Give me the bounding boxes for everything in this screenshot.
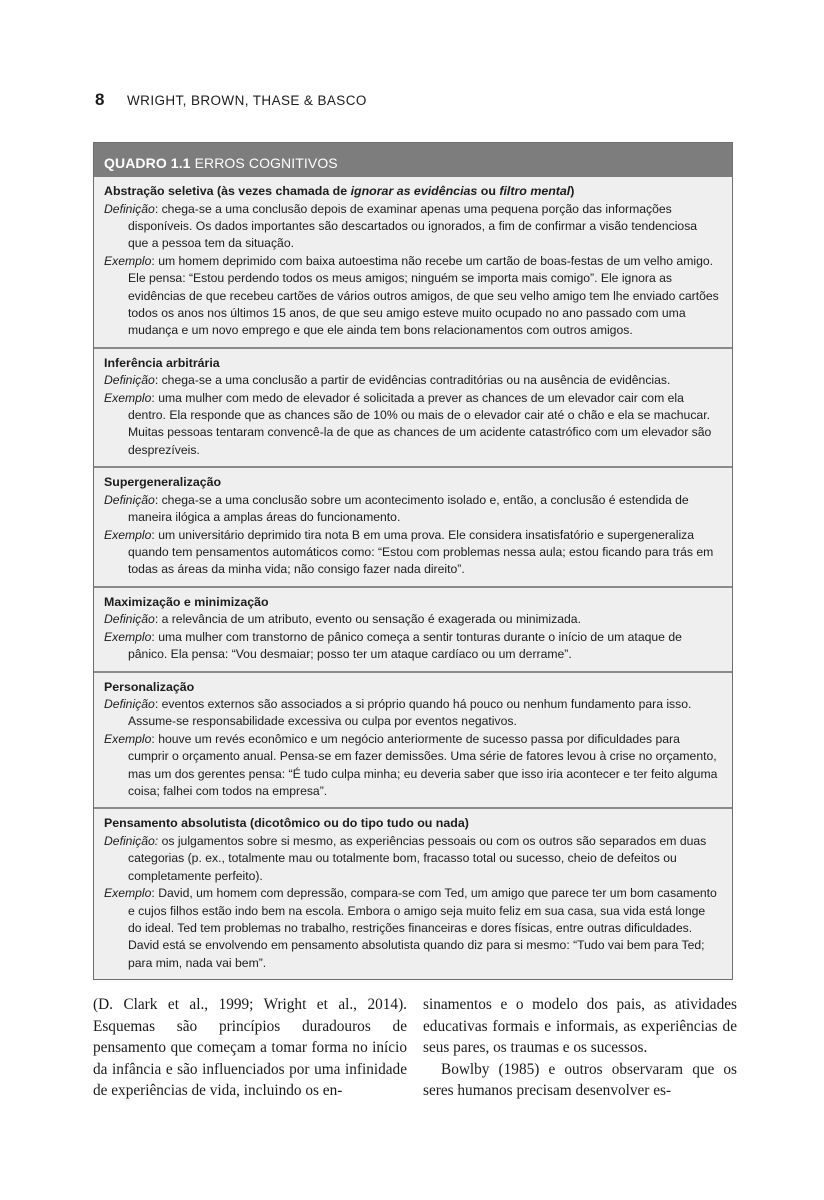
section-maximizacao-minimizacao bbox=[94, 586, 732, 671]
box-title-text: ERROS COGNITIVOS bbox=[194, 155, 338, 171]
example: Exemplo: uma mulher com medo de elevador é solicitada a prever as chances de um elevador cair com ela dentro. Ela responde que as chances são de 10% ou mais de o elevador cair até o chão e ela se machucar. Muitas pessoas tentaram convencê-la de que as chances de um acidente catastrófico com um elevador são desprezíveis. bbox=[104, 390, 712, 457]
section-personalizacao bbox=[94, 671, 732, 808]
definition: Definição: chega-se a uma conclusão a partir de evidências contraditórias ou na ausência de evidências. bbox=[104, 373, 671, 388]
section-inferencia-arbitraria bbox=[94, 347, 732, 467]
body-paragraph: sinamentos e o modelo dos pais, as atividades educativas formais e informais, as experiências de seus pares, os traumas e os sucessos. bbox=[423, 996, 737, 1057]
section-title: Pensamento absolutista (dicotômico ou do tipo tudo ou nada) bbox=[104, 816, 469, 831]
definition: Definição: eventos externos são associados a si próprio quando há pouco ou nenhum fundamento para isso. Assume-se responsabilidade excessiva ou culpa por eventos negativos. bbox=[104, 697, 692, 729]
example: Exemplo: um universitário deprimido tira nota B em uma prova. Ele considera insatisfatório e supergeneraliza quando tem pensamentos automáticos como: “Estou com problemas nessa aula; estou ficando para trás em todas as áreas da minha vida; não consigo fazer nada direito”. bbox=[104, 527, 714, 577]
section-supergeneralizacao bbox=[94, 466, 732, 586]
section-abstracao-seletiva bbox=[94, 177, 732, 347]
section-pensamento-absolutista bbox=[94, 807, 732, 979]
page-number: 8 bbox=[95, 90, 105, 109]
definition: Definição: a relevância de um atributo, evento ou sensação é exagerada ou minimizada. bbox=[104, 612, 581, 627]
section-title: Personalização bbox=[104, 679, 195, 694]
body-paragraph: (D. Clark et al., 1999; Wright et al., 2014). Esquemas são princípios duradouros de pensamento que começam a tomar forma no início da infância e são influenciados por uma infinidade de experiências de vida, incluindo os en- bbox=[93, 996, 407, 1100]
example: Exemplo: uma mulher com transtorno de pânico começa a sentir tonturas durante o início de um ataque de pânico. Ela pensa: “Vou desmaiar; posso ter um ataque cardíaco ou um derrame”. bbox=[104, 629, 682, 662]
example: Exemplo: David, um homem com depressão, compara-se com Ted, um amigo que parece ter um bom casamento e cujos filhos estão indo bem na escola. Embora o amigo seja muito feliz em sua casa, sua vida está longe do ideal. Ted tem problemas no trabalho, restrições financeiras e dores físicas, entre outras dificuldades. David está se envolvendo em pensamento absolutista quando diz para si mesmo: “Tudo vai bem para Ted; para mim, nada vai bem”. bbox=[104, 886, 717, 970]
definition: Definição: chega-se a uma conclusão depois de examinar apenas uma pequena porção das informações disponíveis. Os dados importantes são descartados ou ignorados, a fim de confirmar a visão tendenciosa que a pessoa tem da situação. bbox=[104, 201, 698, 251]
section-title: Maximização e minimização bbox=[104, 594, 269, 609]
running-header bbox=[95, 90, 367, 110]
box-title-label: QUADRO 1.1 bbox=[104, 155, 191, 171]
body-paragraph: Bowlby (1985) e outros observaram que os seres humanos precisam desenvolver es- bbox=[423, 1060, 737, 1100]
section-title: Supergeneralização bbox=[104, 475, 222, 490]
body-column-left bbox=[93, 994, 407, 1102]
definition: Definição: chega-se a uma conclusão sobre um acontecimento isolado e, então, a conclusão é estendida de maneira ilógica a amplas áreas do funcionamento. bbox=[104, 492, 689, 525]
body-column-right bbox=[423, 994, 737, 1102]
definition: Definição: os julgamentos sobre si mesmo, as experiências pessoais ou com os outros são separados em duas categorias (p. ex., totalmente mau ou totalmente bom, fracasso total ou sucesso, cheio de defeitos ou completamente perfeito). bbox=[104, 833, 707, 883]
example: Exemplo: um homem deprimido com baixa autoestima não recebe um cartão de boas-festas de um velho amigo. Ele pensa: “Estou perdendo todos os meus amigos; ninguém se importa mais comigo”. Ele ignora as evidências de que recebeu cartões de vários outros amigos, de que seu velho amigo tem lhe enviado cartões todos os anos nos últimos 15 anos, de que seu amigo esteve muito ocupado no ano passado com uma mudança e um novo emprego e que ele ainda tem bons relacionamentos com outros amigos. bbox=[104, 253, 719, 338]
running-head-authors: WRIGHT, BROWN, THASE & BASCO bbox=[127, 93, 367, 108]
example: Exemplo: houve um revés econômico e um negócio anteriormente de sucesso passa por dificuldades para cumprir o orçamento anual. Pensa-se em fazer demissões. Uma série de fatores levou à crise no orçamento, mas um dos gerentes pensa: “É tudo culpa minha; eu deveria saber que isso iria acontecer e ter feito alguma coisa; falhei com todos na empresa”. bbox=[104, 731, 718, 799]
section-title: Inferência arbitrária bbox=[104, 355, 220, 370]
quadro-box bbox=[93, 142, 733, 980]
box-title bbox=[94, 143, 732, 177]
section-title: Abstração seletiva (às vezes chamada de ignorar as evidências ou filtro mental) bbox=[104, 184, 575, 198]
